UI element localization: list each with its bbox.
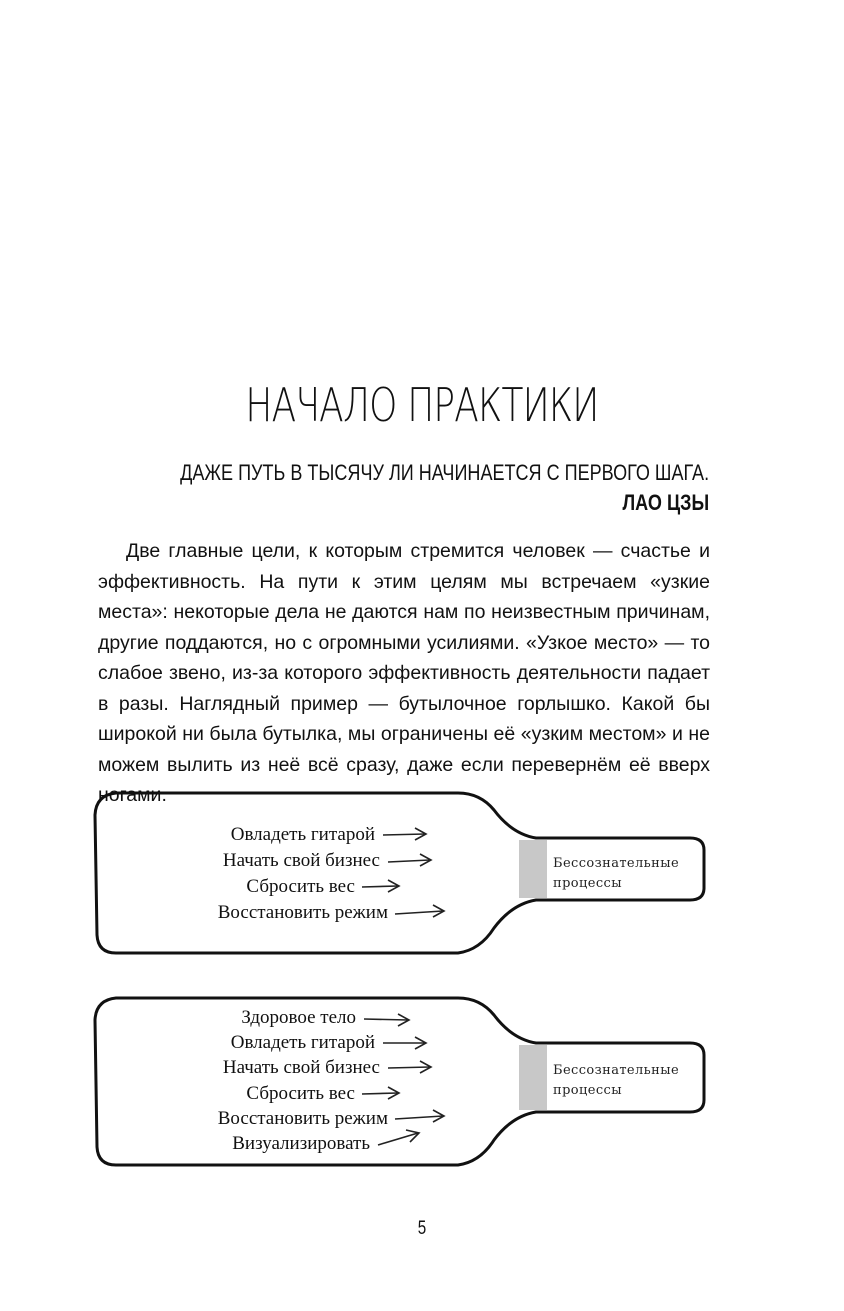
goal-item: Визуализировать [232,1133,370,1154]
goal-item: Овладеть гитарой [230,1032,375,1053]
goal-item: Восстановить режим [217,902,388,923]
bottle-diagram-1 [0,790,844,960]
goal-item: Овладеть гитарой [230,824,375,845]
epigraph-quote: ДАЖЕ ПУТЬ В ТЫСЯЧУ ЛИ НАЧИНАЕТСЯ С ПЕРВОГО ШАГА. [180,460,709,485]
chapter-title: НАЧАЛО ПРАКТИКИ [245,378,599,432]
neck-label-2: Бессознательные процессы [553,1063,680,1098]
bottle-outline-1 [0,790,844,960]
body-paragraph: Две главные цели, к которым стремится человек — счастье и эффективность. На пути к этим целям мы встречаем «узкие места»: некоторые дела не даются нам по неизвестным причинам, другие поддаются, но с огромными усилиями. «Узкое место» — то слабое звено, из-за которого эффективность деятельности падает в разы. Наглядный пример — бутылочное горлышко. Какой бы широкой ни была бутылка, мы ограничены её «узким местом» и не можем вылить из неё всё сразу, даже если перевернём её вверх ногами. [98,540,710,806]
goal-item: Восстановить режим [217,1108,388,1129]
body-paragraph-block [98,536,710,811]
goal-item: Сбросить вес [246,1083,355,1104]
bottle-outline-2 [0,995,844,1170]
goal-item: Сбросить вес [246,876,355,897]
neck-label-1: Бессознательные процессы [553,856,680,891]
epigraph [180,458,709,518]
bottle-neck-band [519,840,547,898]
goal-item: Начать свой бизнес [222,1057,380,1078]
goal-item: Начать свой бизнес [222,850,380,871]
bottle-diagram-2 [0,995,844,1170]
page-number: 5 [417,1218,427,1239]
epigraph-author: ЛАО ЦЗЫ [622,490,709,515]
goal-item: Здоровое тело [241,1007,356,1028]
bottle-neck-band [519,1045,547,1110]
